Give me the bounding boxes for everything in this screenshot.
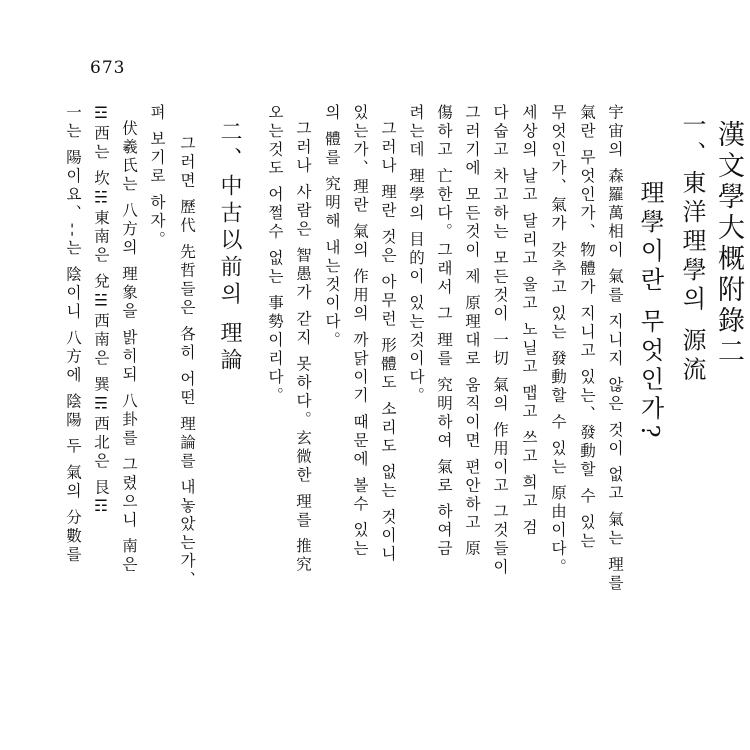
section-1-line: 그러나 사람은 智愚가 갇지 못하다。玄微한 理를 推究 bbox=[294, 120, 312, 575]
page-number: 673 bbox=[90, 58, 126, 78]
book-title: 漢文學大概附錄二 bbox=[713, 120, 744, 368]
section-1-line: 그러기에 모든것이 제 原理대로 움직이면 편안하고 原 bbox=[463, 104, 481, 559]
section-1-line: 傷하고 亡한다。그래서 그 理를 究明하여 氣로 하여금 bbox=[435, 104, 453, 559]
section-2-line: 그러면 歷代 先哲들은 各히 어떤 理論를 내놓았는가、 bbox=[178, 135, 196, 590]
section-2-line: 伏羲氏는 八方의 理象을 밝히되 八卦를 그렸으니 南은 bbox=[120, 120, 138, 575]
section-1-line: 무엇인가、氣가 갖추고 있는 發動할 수 있는 原由이다。 bbox=[549, 104, 567, 578]
section-1-line: 세상의 날고 달리고 울고 노닐고 맵고 쓰고 희고 검 bbox=[520, 104, 538, 538]
section-1-subheading: 理學이란 무엇인가? bbox=[636, 180, 664, 443]
section-2-line: 一는 陽이요、--는 陰이니 八方에 陰陽 두 氣의 分數를 bbox=[64, 104, 82, 565]
section-1-line: 의 體를 究明해 내는것이다。 bbox=[323, 104, 341, 350]
section-2-heading: 二、中古以前의 理論 bbox=[217, 120, 242, 375]
section-2-line: 펴 보기로 하자。 bbox=[148, 104, 166, 250]
section-1-line: 다숩고 차고하는 모든것이 一切 氣의 作用이고 그것들이 bbox=[491, 104, 509, 578]
section-1-line: 려는데 理學의 目的이 있는것이다。 bbox=[407, 104, 425, 406]
section-1-line: 그러나 理란 것은 아무런 形體도 소리도 없는 것이니 bbox=[379, 120, 397, 564]
section-1-line: 오는것도 어쩔수 없는 事勢이리다。 bbox=[266, 104, 284, 406]
section-1-heading: 一、東洋理學의 源流 bbox=[678, 112, 706, 386]
section-1-line: 있는가、理란 氣의 作用의 까닭이기 때문에 볼수 있는 bbox=[351, 104, 369, 559]
section-2-line: ☲西는 坎☵東南은 兌☱西南은 巽☴西北은 艮☶ bbox=[92, 104, 110, 519]
section-1-line: 宇宙의 森羅萬相이 氣를 지니지 않은 것이 없고 氣는 理를 bbox=[606, 104, 624, 593]
section-1-line: 氣란 무엇인가、物體가 지니고 있는、發動할 수 있는 bbox=[578, 104, 596, 551]
